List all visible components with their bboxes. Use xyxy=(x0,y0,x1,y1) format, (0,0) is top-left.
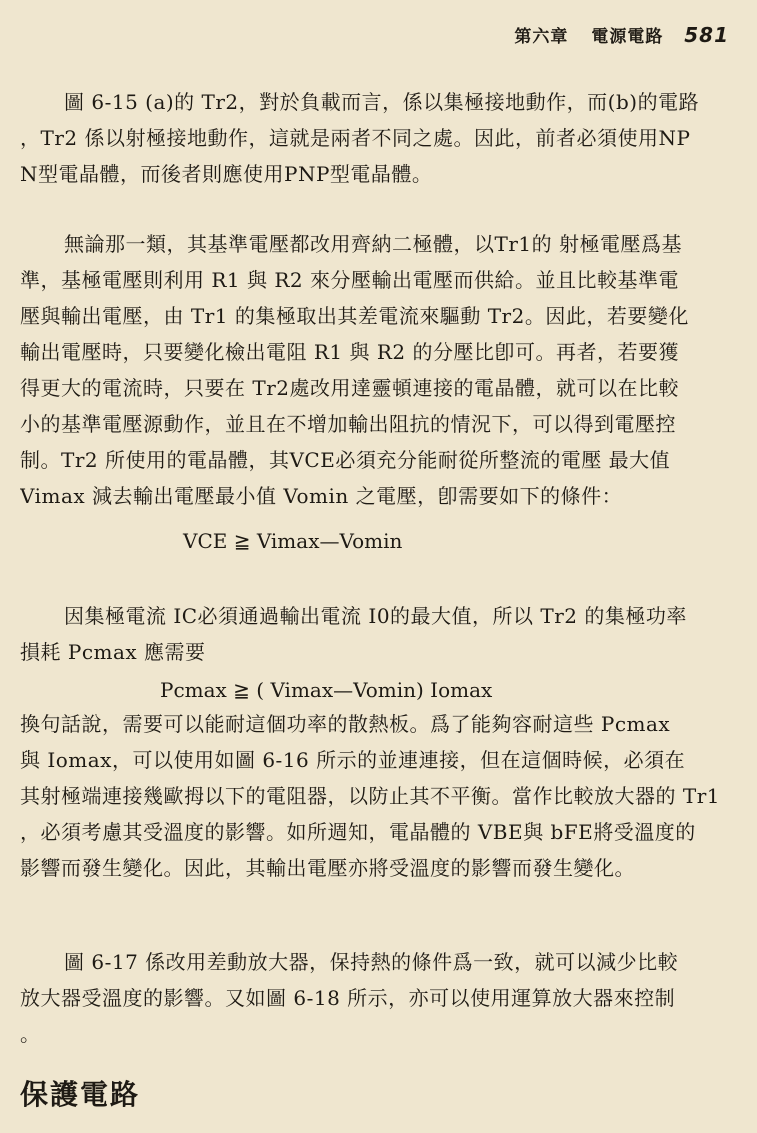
text-line: 放大器受溫度的影響。又如圖 6-18 所示，亦可以使用運算放大器來控制 xyxy=(20,986,676,1010)
text-line: ，必須考慮其受溫度的影響。如所週知，電晶體的 VBE與 bFE將受溫度的 xyxy=(20,820,696,844)
text-line: 。 xyxy=(20,1022,41,1046)
text-line: Vimax 減去輸出電壓最小值 Vomin 之電壓，卽需要如下的條件： xyxy=(20,484,623,508)
text-line: 小的基準電壓源動作，並且在不增加輸出阻抗的情況下，可以得到電壓控 xyxy=(20,412,676,436)
paragraph-3 xyxy=(20,598,742,670)
text-line: 與 Iomax，可以使用如圖 6-16 所示的並連連接，但在這個時候，必須在 xyxy=(20,748,686,772)
text-line: 其射極端連接幾歐拇以下的電阻器，以防止其不平衡。當作比較放大器的 Tr1 xyxy=(20,784,720,808)
text-line: 損耗 Pcmax 應需要 xyxy=(20,640,206,664)
text-line: N型電晶體，而後者則應使用PNP型電晶體。 xyxy=(20,162,433,186)
equation-pcmax: Pcmax ≧ ( Vimax—Vomin) Iomax xyxy=(160,678,493,702)
text-line: 換句話說，需要可以能耐這個功率的散熱板。爲了能夠容耐這些 Pcmax xyxy=(20,712,671,736)
text-line: 輸出電壓時，只要變化檢出電阻 R1 與 R2 的分壓比卽可。再者，若要獲 xyxy=(20,340,679,364)
paragraph-4 xyxy=(20,706,742,886)
chapter-label: 第六章 xyxy=(514,27,569,47)
text-line: 準，基極電壓則利用 R1 與 R2 來分壓輸出電壓而供給。並且比較基準電 xyxy=(20,268,679,292)
text-line: 制。Tr2 所使用的電晶體，其VCE必須充分能耐從所整流的電壓 最大值 xyxy=(20,448,671,472)
page-number: 581 xyxy=(684,23,729,47)
text-line: 圖 6-15 (a)的 Tr2，對於負載而言，係以集極接地動作，而(b)的電路 xyxy=(64,90,700,114)
paragraph-2 xyxy=(20,226,742,514)
section-label: 電源電路 xyxy=(591,27,664,47)
text-line: ，Tr2 係以射極接地動作，這就是兩者不同之處。因此，前者必須使用NP xyxy=(20,126,691,150)
paragraph-5 xyxy=(20,944,742,1052)
text-line: 圖 6-17 係改用差動放大器，保持熱的條件爲一致，就可以減少比較 xyxy=(64,950,679,974)
text-line: 影響而發生變化。因此，其輸出電壓亦將受溫度的影響而發生變化。 xyxy=(20,856,635,880)
section-heading: 保護電路 xyxy=(20,1078,141,1111)
running-header xyxy=(514,22,729,47)
text-line: 因集極電流 IC必須通過輸出電流 I0的最大值，所以 Tr2 的集極功率 xyxy=(64,604,687,628)
text-line: 壓與輸出電壓，由 Tr1 的集極取出其差電流來驅動 Tr2。因此，若要變化 xyxy=(20,304,689,328)
text-line: 無論那一類，其基準電壓都改用齊納二極體，以Tr1的 射極電壓爲基 xyxy=(64,232,682,256)
equation-vce: VCE ≧ Vimax—Vomin xyxy=(183,529,403,553)
text-line: 得更大的電流時，只要在 Tr2處改用達靈頓連接的電晶體，就可以在比較 xyxy=(20,376,679,400)
paragraph-1 xyxy=(20,84,742,192)
